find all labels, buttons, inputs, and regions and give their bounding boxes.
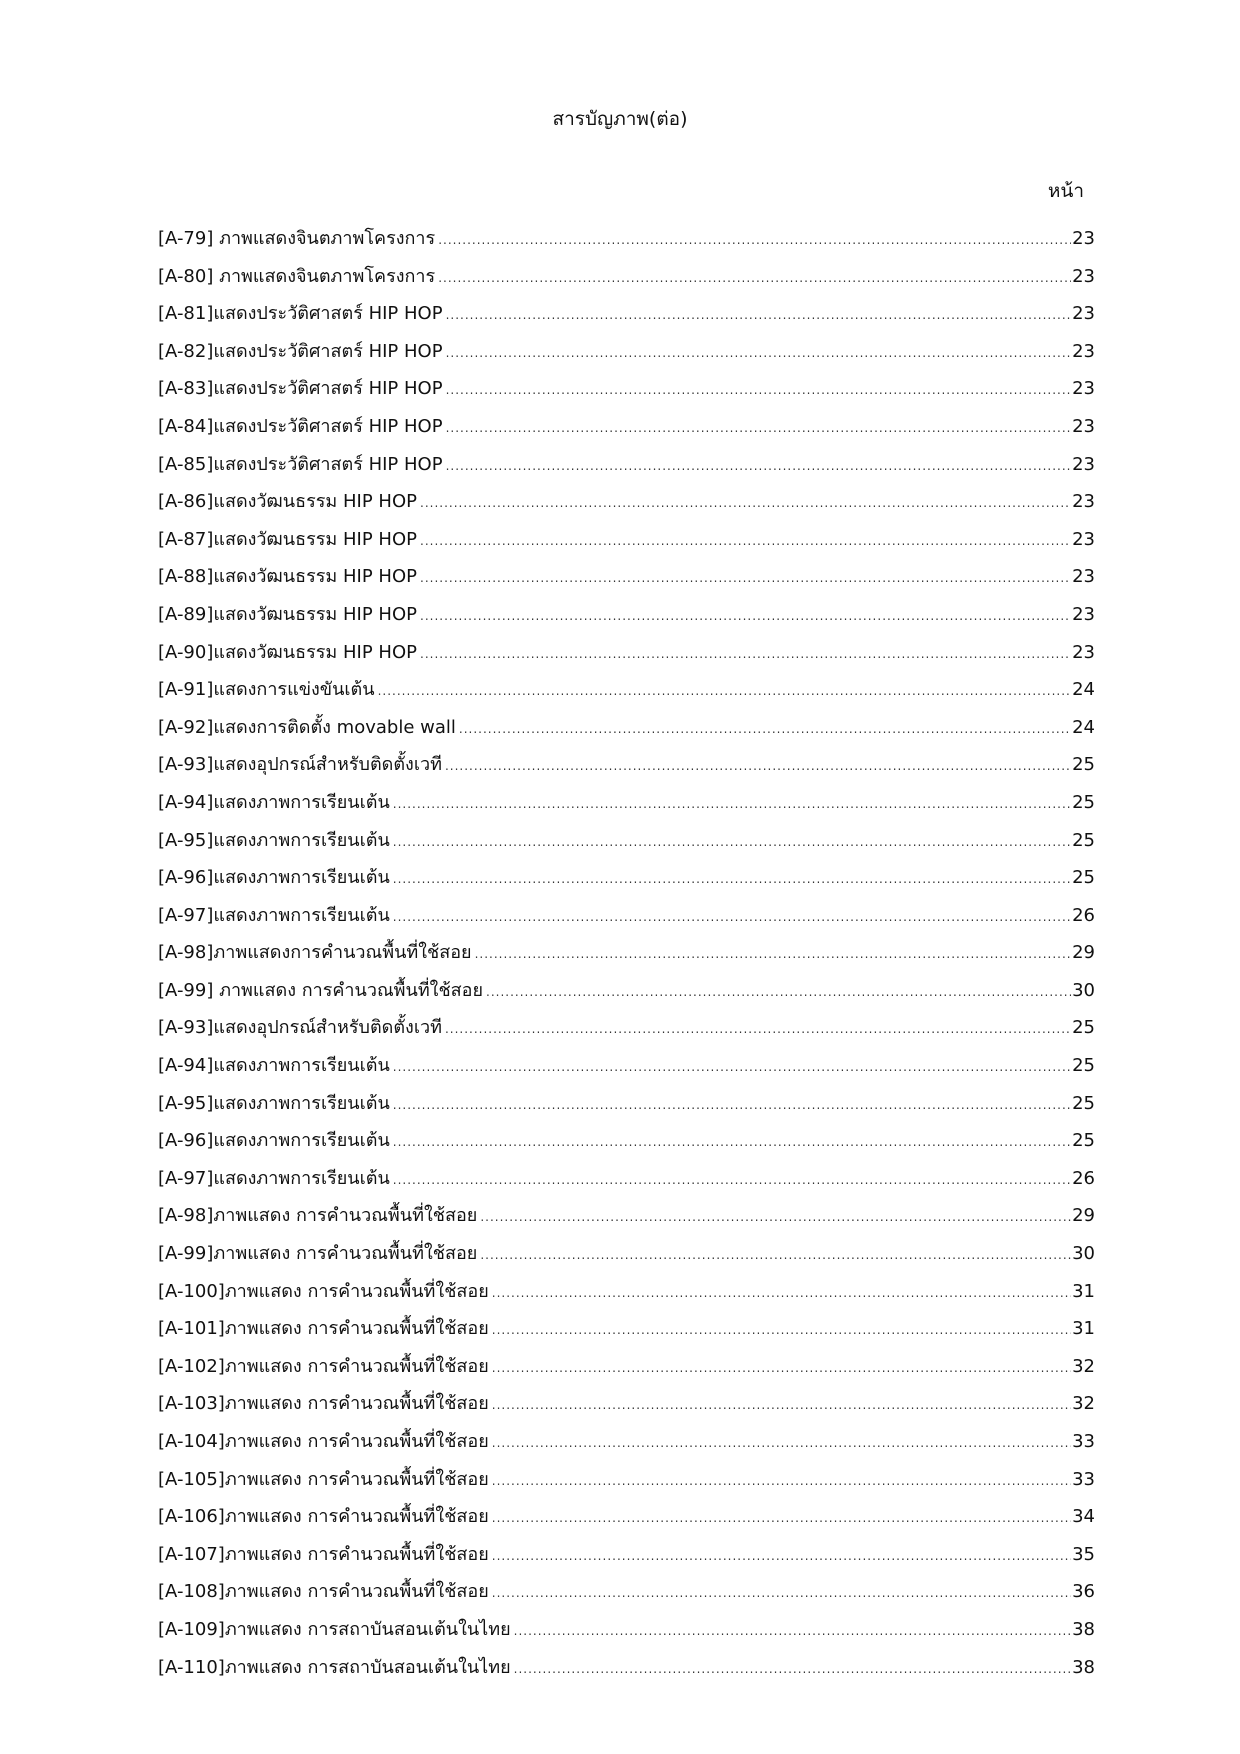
figure-caption: [A-107]ภาพแสดง การคำนวณพื้นที่ใช้สอย: [158, 1543, 489, 1565]
figure-caption: [A-83]แสดงประวัติศาสตร์ HIP HOP: [158, 378, 443, 400]
dot-leader: [390, 1087, 1071, 1125]
figure-caption: [A-90]แสดงวัฒนธรรม HIP HOP: [158, 641, 417, 663]
dot-leader: [489, 1275, 1071, 1313]
list-item: [158, 1536, 1095, 1574]
page-number: 23: [1072, 303, 1095, 325]
list-item: [158, 295, 1095, 333]
dot-leader: [442, 748, 1071, 786]
figure-caption: [A-101]ภาพแสดง การคำนวณพื้นที่ใช้สอย: [158, 1318, 489, 1340]
figure-caption: [A-102]ภาพแสดง การคำนวณพื้นที่ใช้สอย: [158, 1355, 489, 1377]
dot-leader: [489, 1463, 1071, 1501]
page-number: 23: [1072, 378, 1095, 400]
figure-caption: [A-96]แสดงภาพการเรียนเต้น: [158, 1130, 390, 1152]
list-item: [158, 859, 1095, 897]
dot-leader: [390, 786, 1071, 824]
figure-caption: [A-97]แสดงภาพการเรียนเต้น: [158, 1167, 390, 1189]
list-item: [158, 897, 1095, 935]
page-number: 33: [1072, 1431, 1095, 1452]
dot-leader: [511, 1613, 1071, 1651]
figure-caption: [A-93]แสดงอุปกรณ์สำหรับติดตั้งเวที: [158, 754, 442, 776]
list-item: [158, 709, 1095, 747]
list-item: [158, 634, 1095, 672]
list-item: [158, 822, 1095, 860]
dot-leader: [390, 824, 1071, 862]
page-number: 25: [1072, 829, 1095, 851]
page-number: 31: [1072, 1280, 1095, 1302]
dot-leader: [489, 1500, 1071, 1538]
page-number: 25: [1072, 1017, 1095, 1039]
page-number: 32: [1072, 1355, 1095, 1377]
page-number: 23: [1072, 453, 1095, 475]
figure-caption: [A-98]ภาพแสดง การคำนวณพื้นที่ใช้สอย: [158, 1205, 478, 1227]
figure-caption: [A-79] ภาพแสดงจินตภาพโครงการ: [158, 228, 436, 249]
page-number: 29: [1072, 942, 1095, 964]
dot-leader: [472, 936, 1071, 974]
dot-leader: [417, 598, 1071, 636]
figure-caption: [A-80] ภาพแสดงจินตภาพโครงการ: [158, 265, 436, 287]
list-item: [158, 558, 1095, 596]
figure-caption: [A-106]ภาพแสดง การคำนวณพื้นที่ใช้สอย: [158, 1506, 489, 1528]
list-item: [158, 1611, 1095, 1649]
dot-leader: [390, 899, 1071, 937]
figure-caption: [A-82]แสดงประวัติศาสตร์ HIP HOP: [158, 340, 443, 362]
list-item: [158, 1197, 1095, 1235]
dot-leader: [417, 560, 1071, 598]
page-number: 26: [1072, 904, 1095, 926]
dot-leader: [390, 1049, 1071, 1087]
page-number: 23: [1072, 228, 1095, 249]
dot-leader: [443, 297, 1071, 335]
page-number: 23: [1072, 340, 1095, 362]
page-title: สารบัญภาพ(ต่อ): [552, 108, 688, 130]
page-number: 25: [1072, 1055, 1095, 1077]
dot-leader: [443, 335, 1071, 373]
list-item: [158, 1085, 1095, 1123]
list-item: [158, 784, 1095, 822]
list-item: [158, 1348, 1095, 1386]
figure-caption: [A-89]แสดงวัฒนธรรม HIP HOP: [158, 603, 417, 625]
figure-caption: [A-96]แสดงภาพการเรียนเต้น: [158, 867, 390, 889]
list-item: [158, 596, 1095, 634]
page-number: 24: [1072, 679, 1095, 701]
figure-caption: [A-88]แสดงวัฒนธรรม HIP HOP: [158, 566, 417, 588]
page-number: 23: [1072, 603, 1095, 625]
dot-leader: [375, 673, 1071, 711]
figure-caption: [A-100]ภาพแสดง การคำนวณพื้นที่ใช้สอย: [158, 1280, 489, 1302]
figure-caption: [A-97]แสดงภาพการเรียนเต้น: [158, 904, 390, 926]
page-number: 23: [1072, 415, 1095, 437]
list-item: [158, 1461, 1095, 1499]
dot-leader: [390, 1124, 1071, 1162]
list-item: [158, 746, 1095, 784]
figure-caption: [A-104]ภาพแสดง การคำนวณพื้นที่ใช้สอย: [158, 1431, 489, 1452]
dot-leader: [489, 1575, 1071, 1613]
list-item: [158, 446, 1095, 484]
list-item: [158, 258, 1095, 296]
page-number: 35: [1072, 1543, 1095, 1565]
figure-caption: [A-109]ภาพแสดง การสถาบันสอนเต้นในไทย: [158, 1618, 511, 1640]
list-item: [158, 220, 1095, 258]
dot-leader: [443, 372, 1071, 410]
page-number: 23: [1072, 491, 1095, 513]
dot-leader: [435, 222, 1071, 260]
list-item: [158, 1273, 1095, 1311]
list-item: [158, 1122, 1095, 1160]
page-number: 23: [1072, 641, 1095, 663]
dot-leader: [489, 1350, 1071, 1388]
figure-caption: [A-99] ภาพแสดง การคำนวณพื้นที่ใช้สอย: [158, 979, 484, 1001]
dot-leader: [442, 1011, 1071, 1049]
list-item: [158, 408, 1095, 446]
page-number: 26: [1072, 1167, 1095, 1189]
page-number: 36: [1072, 1581, 1095, 1603]
page-number: 25: [1072, 1130, 1095, 1152]
page-number-column-header: หน้า: [1047, 180, 1084, 202]
page-number: 23: [1072, 566, 1095, 588]
page-number: 23: [1072, 265, 1095, 287]
list-item: [158, 1160, 1095, 1198]
page-number: 31: [1072, 1318, 1095, 1340]
figure-caption: [A-99]ภาพแสดง การคำนวณพื้นที่ใช้สอย: [158, 1243, 478, 1265]
page-number: 25: [1072, 867, 1095, 889]
dot-leader: [417, 523, 1071, 561]
page-number: 25: [1072, 754, 1095, 776]
list-item: [158, 1423, 1095, 1461]
dot-leader: [489, 1312, 1071, 1350]
page-number: 25: [1072, 791, 1095, 813]
list-item: [158, 1235, 1095, 1273]
figure-caption: [A-86]แสดงวัฒนธรรม HIP HOP: [158, 491, 417, 513]
list-item: [158, 671, 1095, 709]
page-number: 38: [1072, 1618, 1095, 1640]
page-number: 24: [1072, 716, 1095, 738]
dot-leader: [417, 636, 1071, 674]
dot-leader: [489, 1538, 1071, 1576]
dot-leader: [443, 448, 1071, 486]
list-item: [158, 1573, 1095, 1611]
dot-leader: [456, 711, 1071, 749]
list-item: [158, 1498, 1095, 1536]
dot-leader: [511, 1651, 1071, 1689]
figure-list: [158, 220, 1095, 1686]
figure-caption: [A-105]ภาพแสดง การคำนวณพื้นที่ใช้สอย: [158, 1468, 489, 1490]
page-number: 32: [1072, 1393, 1095, 1415]
list-item: [158, 972, 1095, 1010]
figure-caption: [A-98]ภาพแสดงการคำนวณพื้นที่ใช้สอย: [158, 942, 472, 964]
dot-leader: [390, 1162, 1071, 1200]
list-item: [158, 370, 1095, 408]
dot-leader: [477, 1237, 1071, 1275]
dot-leader: [477, 1199, 1071, 1237]
dot-leader: [417, 485, 1071, 523]
figure-caption: [A-81]แสดงประวัติศาสตร์ HIP HOP: [158, 303, 443, 325]
figure-caption: [A-91]แสดงการแข่งขันเต้น: [158, 679, 375, 701]
figure-caption: [A-84]แสดงประวัติศาสตร์ HIP HOP: [158, 415, 443, 437]
figure-caption: [A-95]แสดงภาพการเรียนเต้น: [158, 829, 390, 851]
figure-caption: [A-94]แสดงภาพการเรียนเต้น: [158, 791, 390, 813]
page-number: 30: [1072, 1243, 1095, 1265]
list-item: [158, 1310, 1095, 1348]
figure-caption: [A-94]แสดงภาพการเรียนเต้น: [158, 1055, 390, 1077]
dot-leader: [443, 410, 1071, 448]
list-item: [158, 1649, 1095, 1687]
page-number: 25: [1072, 1092, 1095, 1114]
list-item: [158, 521, 1095, 559]
page-number: 30: [1072, 979, 1095, 1001]
page-number: 33: [1072, 1468, 1095, 1490]
figure-caption: [A-95]แสดงภาพการเรียนเต้น: [158, 1092, 390, 1114]
list-item: [158, 934, 1095, 972]
list-item: [158, 1047, 1095, 1085]
figure-caption: [A-110]ภาพแสดง การสถาบันสอนเต้นในไทย: [158, 1656, 511, 1678]
dot-leader: [435, 260, 1071, 298]
page-number: 29: [1072, 1205, 1095, 1227]
list-item: [158, 483, 1095, 521]
page-number: 23: [1072, 528, 1095, 550]
page-number: 34: [1072, 1506, 1095, 1528]
dot-leader: [483, 974, 1071, 1012]
dot-leader: [390, 861, 1071, 899]
figure-caption: [A-87]แสดงวัฒนธรรม HIP HOP: [158, 528, 417, 550]
figure-caption: [A-108]ภาพแสดง การคำนวณพื้นที่ใช้สอย: [158, 1581, 489, 1603]
figure-caption: [A-93]แสดงอุปกรณ์สำหรับติดตั้งเวที: [158, 1017, 442, 1039]
dot-leader: [489, 1387, 1071, 1425]
page-number: 38: [1072, 1656, 1095, 1678]
list-item: [158, 1385, 1095, 1423]
figure-caption: [A-85]แสดงประวัติศาสตร์ HIP HOP: [158, 453, 443, 475]
figure-caption: [A-103]ภาพแสดง การคำนวณพื้นที่ใช้สอย: [158, 1393, 489, 1415]
figure-caption: [A-92]แสดงการติดตั้ง movable wall: [158, 716, 456, 738]
dot-leader: [489, 1425, 1071, 1463]
list-item: [158, 1009, 1095, 1047]
list-item: [158, 333, 1095, 371]
